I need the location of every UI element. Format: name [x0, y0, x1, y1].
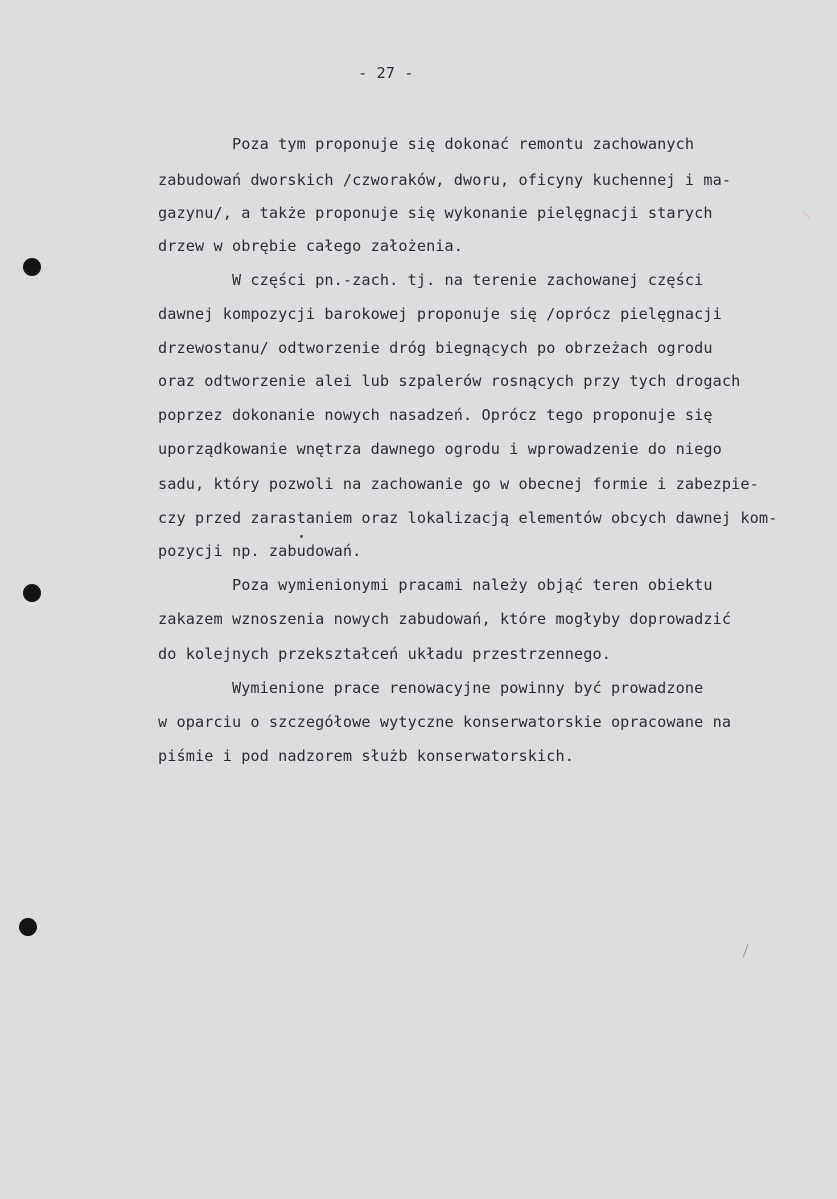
text-line: zakazem wznoszenia nowych zabudowań, które mogłyby doprowadzić: [158, 610, 732, 628]
text-line: Poza tym proponuje się dokonać remontu zachowanych: [158, 135, 695, 153]
text-line: gazynu/, a także proponuje się wykonanie pielęgnacji starych: [158, 204, 713, 222]
text-line: dawnej kompozycji barokowej proponuje się /oprócz pielęgnacji: [158, 305, 722, 323]
text-line: uporządkowanie wnętrza dawnego ogrodu i wprowadzenie do niego: [158, 440, 722, 458]
text-line: drzewostanu/ odtworzenie dróg biegnących po obrzeżach ogrodu: [158, 339, 713, 357]
paper-mark: [300, 535, 303, 538]
text-line: zabudowań dworskich /czworaków, dworu, oficyny kuchennej i ma-: [158, 171, 732, 189]
text-line: W części pn.-zach. tj. na terenie zachowanej części: [158, 271, 704, 289]
text-line: w oparciu o szczegółowe wytyczne konserwatorskie opracowane na: [158, 713, 732, 731]
punch-hole-middle: [23, 584, 41, 602]
text-line: do kolejnych przekształceń układu przestrzennego.: [158, 645, 611, 663]
text-line: Wymienione prace renowacyjne powinny być prowadzone: [158, 679, 704, 697]
paper-mark: [803, 211, 810, 219]
text-line: czy przed zarastaniem oraz lokalizacją elementów obcych dawnej kom-: [158, 509, 778, 527]
text-line: piśmie i pod nadzorem służb konserwatorskich.: [158, 747, 574, 765]
text-line: sadu, który pozwoli na zachowanie go w obecnej formie i zabezpie-: [158, 475, 759, 493]
punch-hole-bottom: [19, 918, 37, 936]
paper-mark: [743, 944, 749, 957]
text-line: drzew w obrębie całego założenia.: [158, 237, 464, 255]
text-line: oraz odtworzenie alei lub szpalerów rosnących przy tych drogach: [158, 372, 741, 390]
page-number: - 27 -: [358, 64, 414, 82]
text-line: Poza wymienionymi pracami należy objąć teren obiektu: [158, 576, 713, 594]
punch-hole-top: [23, 258, 41, 276]
text-line: poprzez dokonanie nowych nasadzeń. Oprócz tego proponuje się: [158, 406, 713, 424]
text-line: pozycji np. zabudowań.: [158, 542, 362, 560]
